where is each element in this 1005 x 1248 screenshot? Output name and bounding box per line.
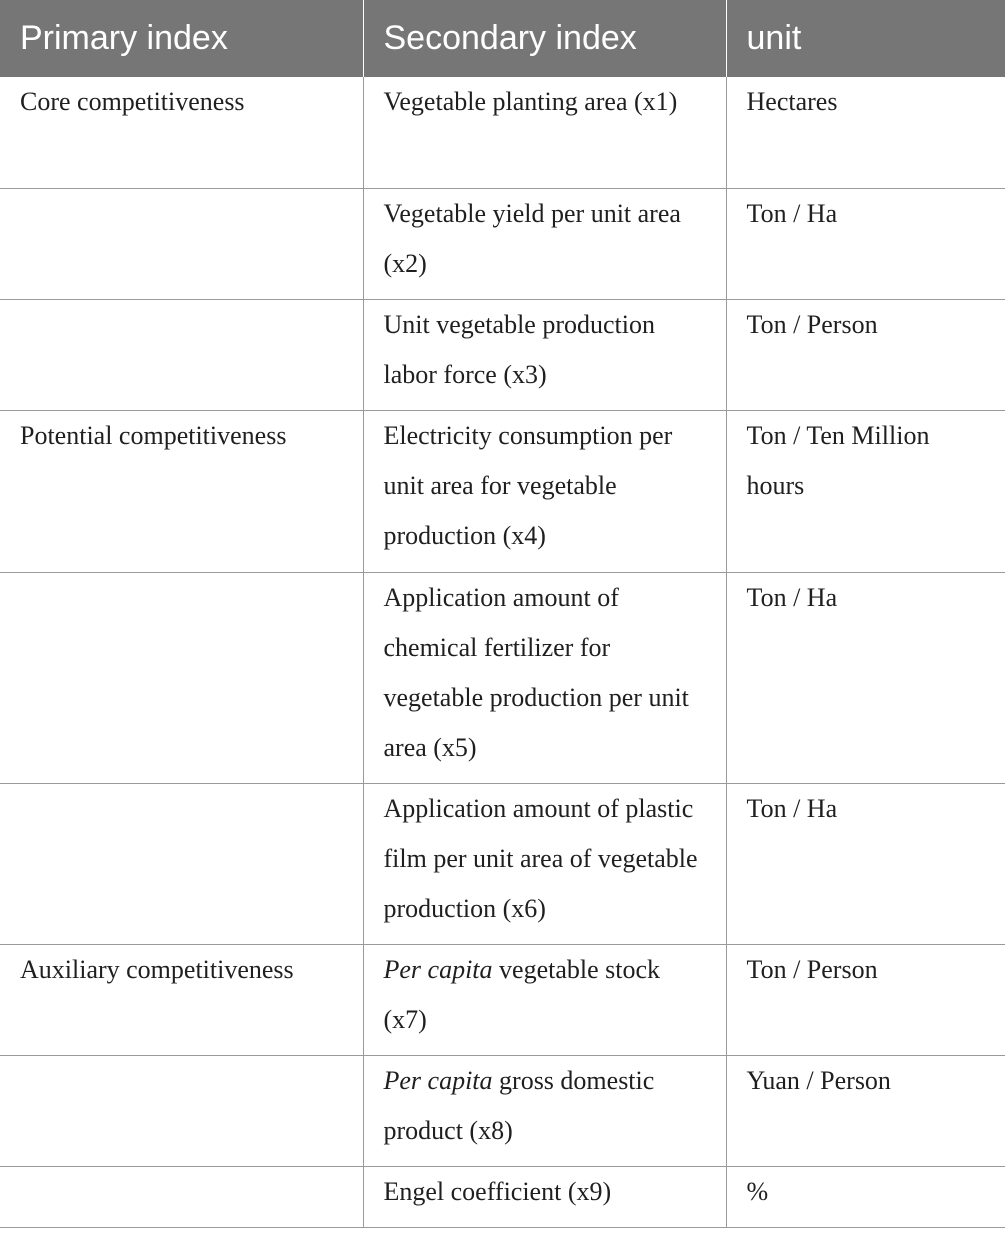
header-secondary-index: Secondary index [363,0,726,77]
table-row [0,1166,1005,1227]
primary-cell [0,188,363,299]
secondary-text: Application amount of chemical fertilizer for vegetable production per unit area (x5) [383,582,689,762]
primary-cell: Auxiliary competitiveness [0,944,363,1055]
table-row [0,572,1005,783]
secondary-cell [363,783,726,944]
secondary-text: Engel coefficient (x9) [383,1176,612,1206]
secondary-cell [363,299,726,410]
unit-cell: Yuan / Person [726,1055,1005,1166]
secondary-cell [363,410,726,572]
primary-cell: Potential competitiveness [0,410,363,572]
primary-cell [0,572,363,783]
table-row [0,1055,1005,1166]
table-row [0,944,1005,1055]
unit-cell: % [726,1166,1005,1227]
primary-cell [0,783,363,944]
unit-cell: Ton / Ha [726,188,1005,299]
unit-cell: Ton / Ten Million hours [726,410,1005,572]
secondary-cell [363,572,726,783]
secondary-italic: Per capita [383,954,493,984]
table-row [0,299,1005,410]
secondary-text: Electricity consumption per unit area for vegetable production (x4) [383,420,673,550]
unit-cell: Ton / Person [726,299,1005,410]
table-row [0,783,1005,944]
secondary-italic: Per capita [383,1065,493,1095]
primary-cell: Core competitiveness [0,77,363,188]
table-header-row [0,0,1005,77]
secondary-cell [363,944,726,1055]
secondary-cell [363,1166,726,1227]
table-row [0,188,1005,299]
secondary-text: Unit vegetable production labor force (x3) [383,309,655,389]
secondary-cell [363,77,726,188]
secondary-text: vegetable stock (x7) [383,954,661,1034]
unit-cell: Ton / Ha [726,572,1005,783]
secondary-text: Vegetable yield per unit area (x2) [383,198,681,278]
unit-cell: Hectares [726,77,1005,188]
secondary-text: Vegetable planting area (x1) [383,87,678,116]
unit-cell: Ton / Ha [726,783,1005,944]
secondary-cell [363,1055,726,1166]
secondary-text: gross domestic product (x8) [383,1065,655,1145]
primary-cell [0,1166,363,1227]
header-unit: unit [726,0,1005,77]
header-primary-index: Primary index [0,0,363,77]
primary-cell [0,1055,363,1166]
table-row [0,77,1005,188]
secondary-cell [363,188,726,299]
unit-cell: Ton / Person [726,944,1005,1055]
primary-cell [0,299,363,410]
table-row [0,410,1005,572]
secondary-text: Application amount of plastic film per unit area of vegetable production (x6) [383,793,698,923]
